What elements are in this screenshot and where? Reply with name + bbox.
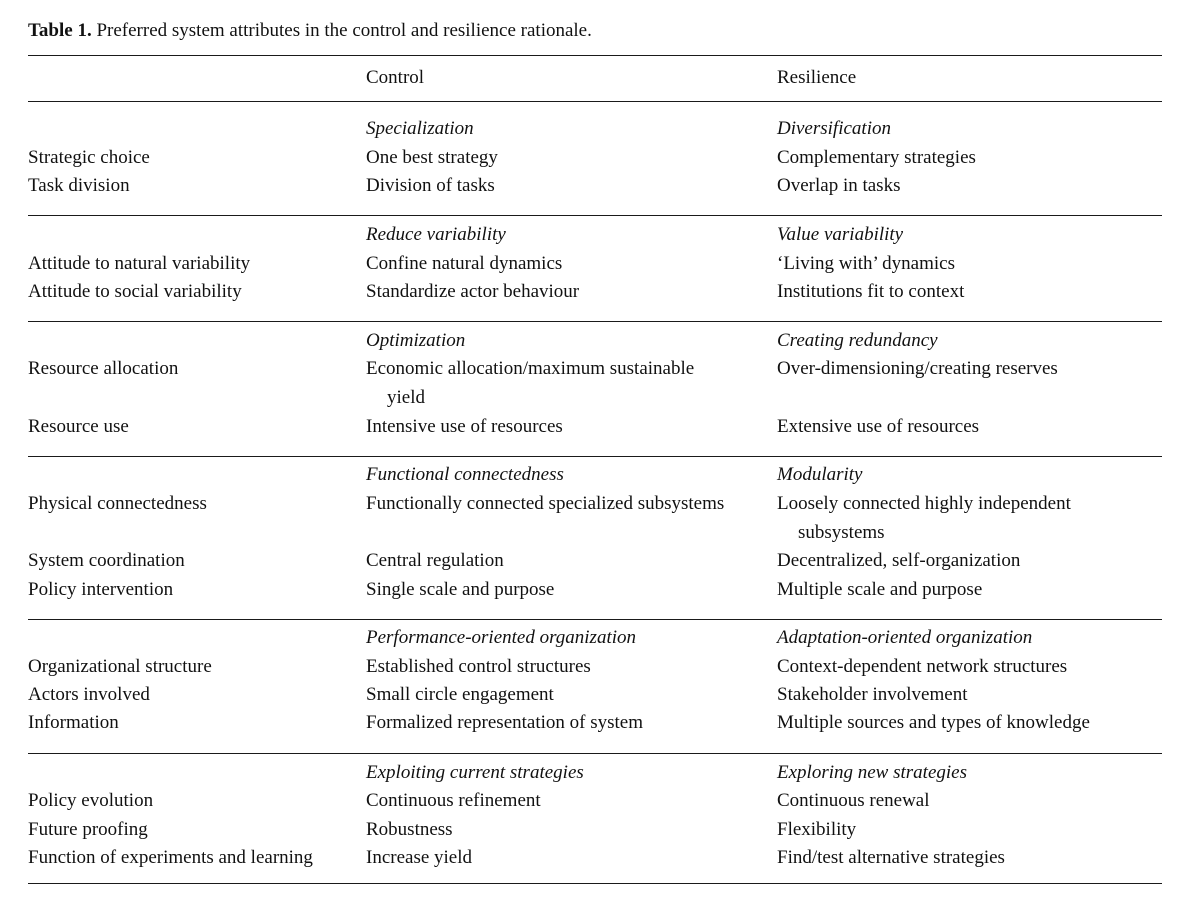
group-divider — [28, 456, 1162, 457]
top-rule — [28, 55, 1162, 56]
group-subhead-control: Functional connectedness — [366, 464, 564, 485]
control-cell: Increase yield — [366, 847, 473, 868]
group-divider — [28, 321, 1162, 322]
control-cell: Standardize actor behaviour — [366, 281, 580, 302]
group-divider — [28, 753, 1162, 754]
header-rule — [28, 101, 1162, 102]
row-label: Policy evolution — [28, 790, 154, 811]
resilience-cell: ‘Living with’ dynamics — [777, 253, 956, 274]
control-cell: Central regulation — [366, 550, 504, 571]
resilience-cell: Over-dimensioning/creating reserves — [777, 358, 1058, 379]
group-subhead-control: Performance-oriented organization — [366, 627, 637, 648]
resilience-cell-continuation: subsystems — [798, 522, 885, 543]
row-label: System coordination — [28, 550, 185, 571]
control-cell: Established control structures — [366, 656, 591, 677]
resilience-cell: Decentralized, self-organization — [777, 550, 1021, 571]
table-label: Table 1. — [28, 20, 92, 41]
control-cell: Continuous refinement — [366, 790, 541, 811]
group-subhead-control: Exploiting current strategies — [366, 762, 584, 783]
control-cell: Small circle engagement — [366, 684, 554, 705]
row-label: Task division — [28, 175, 130, 196]
row-label: Function of experiments and learning — [28, 847, 313, 868]
group-subhead-resilience: Value variability — [777, 224, 904, 245]
group-subhead-control: Reduce variability — [366, 224, 506, 245]
control-cell: Functionally connected specialized subsystems — [366, 493, 725, 514]
control-cell: Single scale and purpose — [366, 579, 555, 600]
resilience-cell: Continuous renewal — [777, 790, 930, 811]
group-subhead-resilience: Modularity — [777, 464, 863, 485]
control-cell: Robustness — [366, 819, 453, 840]
row-label: Policy intervention — [28, 579, 174, 600]
column-header-resilience: Resilience — [777, 67, 857, 88]
group-subhead-resilience: Creating redundancy — [777, 330, 938, 351]
control-cell: One best strategy — [366, 147, 498, 168]
table-caption — [28, 18, 592, 44]
resilience-cell: Stakeholder involvement — [777, 684, 968, 705]
resilience-cell: Institutions fit to context — [777, 281, 965, 302]
row-label: Attitude to natural variability — [28, 253, 251, 274]
group-subhead-resilience: Diversification — [777, 118, 891, 139]
resilience-cell: Extensive use of resources — [777, 416, 980, 437]
resilience-cell: Multiple sources and types of knowledge — [777, 712, 1090, 733]
row-label: Strategic choice — [28, 147, 150, 168]
row-label: Future proofing — [28, 819, 148, 840]
resilience-cell: Overlap in tasks — [777, 175, 901, 196]
resilience-cell: Flexibility — [777, 819, 857, 840]
resilience-cell: Loosely connected highly independent — [777, 493, 1071, 514]
control-cell: Confine natural dynamics — [366, 253, 563, 274]
row-label: Actors involved — [28, 684, 150, 705]
bottom-rule — [28, 883, 1162, 884]
group-divider — [28, 215, 1162, 216]
resilience-cell: Context-dependent network structures — [777, 656, 1068, 677]
row-label: Organizational structure — [28, 656, 212, 677]
group-subhead-resilience: Exploring new strategies — [777, 762, 967, 783]
row-label: Information — [28, 712, 119, 733]
resilience-cell: Find/test alternative strategies — [777, 847, 1005, 868]
row-label: Physical connectedness — [28, 493, 207, 514]
control-cell: Economic allocation/maximum sustainable — [366, 358, 695, 379]
group-subhead-control: Specialization — [366, 118, 474, 139]
table-title: Preferred system attributes in the control and resilience rationale. — [96, 20, 592, 41]
group-divider — [28, 619, 1162, 620]
control-cell: Division of tasks — [366, 175, 495, 196]
group-subhead-resilience: Adaptation-oriented organization — [777, 627, 1033, 648]
control-cell: Formalized representation of system — [366, 712, 644, 733]
control-cell-continuation: yield — [387, 387, 425, 408]
row-label: Resource use — [28, 416, 129, 437]
group-subhead-control: Optimization — [366, 330, 466, 351]
row-label: Resource allocation — [28, 358, 179, 379]
column-header-control: Control — [366, 67, 425, 88]
row-label: Attitude to social variability — [28, 281, 242, 302]
resilience-cell: Complementary strategies — [777, 147, 976, 168]
control-cell: Intensive use of resources — [366, 416, 563, 437]
resilience-cell: Multiple scale and purpose — [777, 579, 983, 600]
